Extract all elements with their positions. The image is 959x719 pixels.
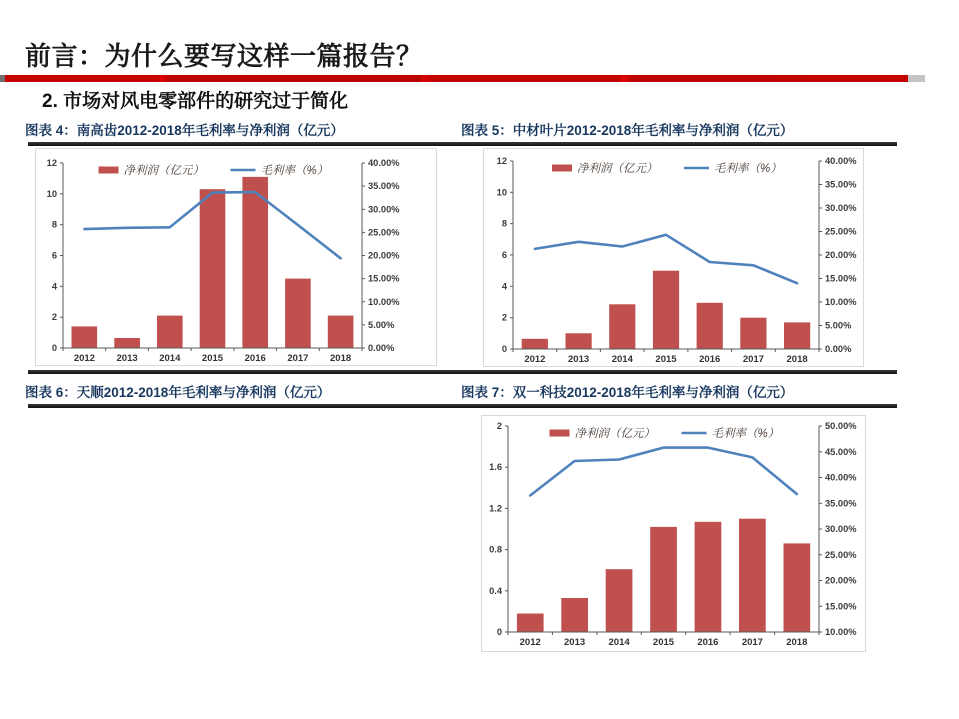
svg-text:2015: 2015 <box>655 354 677 365</box>
y-axis-right-labels <box>368 158 400 353</box>
svg-text:2018: 2018 <box>786 637 808 648</box>
legend-bar-swatch <box>99 167 119 174</box>
legend-bar-swatch <box>550 430 570 437</box>
chart-figure-5 <box>483 148 864 367</box>
bar-2018 <box>784 322 810 349</box>
svg-text:10.00%: 10.00% <box>825 627 857 637</box>
svg-text:2: 2 <box>496 421 502 431</box>
svg-text:毛利率（%）: 毛利率（%） <box>260 165 329 177</box>
bar-2013 <box>114 338 140 348</box>
bar-2014 <box>609 304 635 349</box>
svg-text:35.00%: 35.00% <box>825 498 857 509</box>
svg-text:0: 0 <box>501 344 507 354</box>
figure-rule-middle <box>28 370 897 374</box>
svg-text:25.00%: 25.00% <box>368 227 400 238</box>
chart-canvas-4 <box>36 149 436 365</box>
chart-canvas-7 <box>482 416 865 651</box>
bar-2017 <box>739 519 766 632</box>
svg-text:2013: 2013 <box>116 353 138 364</box>
svg-text:2017: 2017 <box>742 354 764 365</box>
svg-text:6: 6 <box>51 250 57 261</box>
svg-text:30.00%: 30.00% <box>825 203 857 213</box>
svg-text:10.00%: 10.00% <box>825 297 857 307</box>
bar-2017 <box>285 279 311 348</box>
svg-text:2017: 2017 <box>741 637 763 648</box>
svg-text:10: 10 <box>496 187 507 198</box>
legend-bar-swatch <box>552 165 572 172</box>
x-axis-labels <box>524 354 807 365</box>
svg-text:15.00%: 15.00% <box>825 273 857 284</box>
accent-bar-right-cap <box>908 75 925 82</box>
bar-series <box>517 519 810 632</box>
bar-series <box>72 177 354 348</box>
title-accent-bar <box>0 75 925 82</box>
figure-rule-bottom <box>28 404 897 408</box>
bar-2016 <box>695 522 722 632</box>
bar-2017 <box>740 318 766 349</box>
x-axis-labels <box>520 637 808 648</box>
line-series <box>530 448 797 496</box>
y-axis-left-labels <box>489 421 503 637</box>
y-axis-left-labels <box>497 156 508 354</box>
y-axis-right-labels <box>825 156 857 354</box>
legend <box>550 427 780 440</box>
svg-text:15.00%: 15.00% <box>825 601 857 612</box>
bar-2014 <box>606 569 633 632</box>
svg-text:5.00%: 5.00% <box>368 319 395 330</box>
bar-2012 <box>522 339 548 349</box>
svg-text:15.00%: 15.00% <box>368 273 400 284</box>
svg-text:2016: 2016 <box>244 353 266 364</box>
svg-text:2013: 2013 <box>568 354 590 365</box>
svg-text:2015: 2015 <box>201 353 224 364</box>
svg-text:2015: 2015 <box>652 637 675 648</box>
bar-2018 <box>328 316 354 348</box>
svg-text:8: 8 <box>51 219 57 230</box>
bar-2015 <box>200 189 226 348</box>
y-axis-left-labels <box>47 158 58 353</box>
svg-text:0.00%: 0.00% <box>825 344 852 354</box>
svg-text:2016: 2016 <box>697 637 719 648</box>
bar-2012 <box>517 614 544 633</box>
svg-text:20.00%: 20.00% <box>825 575 857 586</box>
svg-text:40.00%: 40.00% <box>368 158 400 168</box>
page-title: 前言：为什么要写这样一篇报告？ <box>25 41 423 71</box>
y-axis-right-labels <box>825 421 857 637</box>
svg-text:1.2: 1.2 <box>489 503 502 514</box>
svg-text:2017: 2017 <box>287 353 309 364</box>
svg-text:毛利率（%）: 毛利率（%） <box>711 428 780 440</box>
svg-text:2014: 2014 <box>611 354 633 365</box>
svg-text:2: 2 <box>51 312 57 323</box>
svg-text:4: 4 <box>501 281 507 292</box>
bar-2013 <box>561 598 588 632</box>
svg-text:40.00%: 40.00% <box>825 156 857 166</box>
svg-text:毛利率（%）: 毛利率（%） <box>714 163 782 175</box>
svg-text:净利润（亿元）: 净利润（亿元） <box>577 163 658 175</box>
svg-text:25.00%: 25.00% <box>825 226 857 237</box>
svg-text:45.00%: 45.00% <box>825 446 857 457</box>
legend <box>552 162 782 175</box>
svg-text:40.00%: 40.00% <box>825 472 857 483</box>
svg-text:30.00%: 30.00% <box>825 524 857 534</box>
svg-text:5.00%: 5.00% <box>825 320 852 331</box>
svg-text:50.00%: 50.00% <box>825 421 857 431</box>
svg-text:35.00%: 35.00% <box>368 181 400 192</box>
svg-text:0: 0 <box>496 627 502 637</box>
svg-text:2018: 2018 <box>330 353 352 364</box>
svg-text:2013: 2013 <box>564 637 586 648</box>
svg-text:净利润（亿元）: 净利润（亿元） <box>574 428 655 440</box>
svg-text:2: 2 <box>501 312 507 323</box>
x-axis-labels <box>74 353 351 364</box>
svg-text:12: 12 <box>496 156 507 166</box>
svg-text:10.00%: 10.00% <box>368 296 400 307</box>
svg-text:2012: 2012 <box>519 637 541 648</box>
svg-text:8: 8 <box>501 218 507 229</box>
svg-text:2018: 2018 <box>786 354 808 365</box>
chart-figure-4 <box>35 148 437 366</box>
bar-2013 <box>566 333 592 349</box>
svg-text:0: 0 <box>51 343 57 353</box>
section-heading: 2. 市场对风电零部件的研究过于简化 <box>42 91 349 112</box>
svg-text:0.4: 0.4 <box>489 585 502 596</box>
svg-text:20.00%: 20.00% <box>825 250 857 260</box>
svg-text:6: 6 <box>501 250 507 260</box>
svg-text:20.00%: 20.00% <box>368 250 400 261</box>
svg-text:35.00%: 35.00% <box>825 179 857 190</box>
svg-text:2012: 2012 <box>73 353 95 364</box>
svg-text:12: 12 <box>46 158 57 168</box>
figure-rule-top <box>28 142 897 146</box>
bar-2018 <box>784 543 811 632</box>
svg-text:10: 10 <box>46 188 57 199</box>
svg-text:2012: 2012 <box>524 354 546 365</box>
figure-title-5: 图表 5：中材叶片2012-2018年毛利率与净利润（亿元） <box>461 123 794 138</box>
bar-2015 <box>653 271 679 349</box>
svg-text:净利润（亿元）: 净利润（亿元） <box>123 165 204 177</box>
svg-text:0.8: 0.8 <box>489 544 502 555</box>
chart-figure-7 <box>481 415 866 652</box>
legend <box>99 164 329 177</box>
bar-2016 <box>697 303 723 349</box>
svg-text:2016: 2016 <box>699 354 721 365</box>
bar-2014 <box>157 316 183 348</box>
svg-text:1.6: 1.6 <box>489 462 502 473</box>
svg-text:25.00%: 25.00% <box>825 549 857 560</box>
figure-title-4: 图表 4：南高齿2012-2018年毛利率与净利润（亿元） <box>25 123 344 138</box>
accent-bar-red-band <box>5 75 908 82</box>
bar-2012 <box>72 326 98 348</box>
bar-2015 <box>650 527 677 632</box>
svg-text:30.00%: 30.00% <box>368 204 400 215</box>
svg-text:2014: 2014 <box>159 353 181 364</box>
bar-series <box>522 271 811 349</box>
svg-text:2014: 2014 <box>608 637 630 648</box>
svg-text:0.00%: 0.00% <box>368 343 395 353</box>
svg-text:4: 4 <box>51 281 57 292</box>
figure-title-7: 图表 7：双一科技2012-2018年毛利率与净利润（亿元） <box>461 385 794 400</box>
figure-title-6: 图表 6：天顺2012-2018年毛利率与净利润（亿元） <box>25 385 331 400</box>
chart-canvas-5 <box>484 149 863 366</box>
bar-2016 <box>242 177 268 348</box>
